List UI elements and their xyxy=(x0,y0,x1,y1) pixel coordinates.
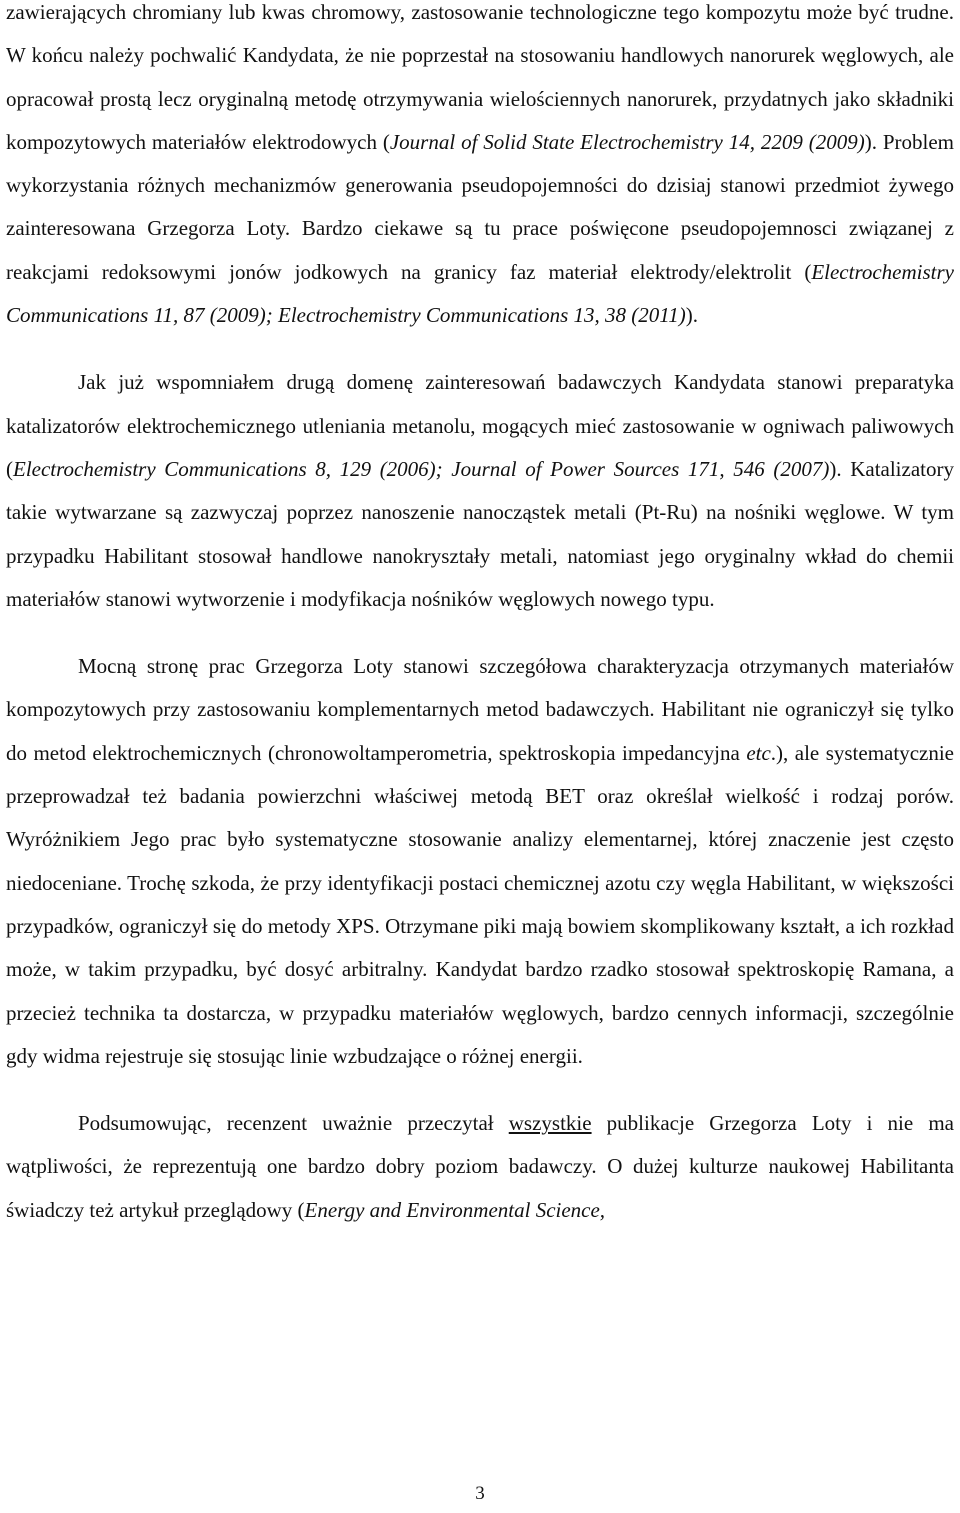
document-page xyxy=(6,0,954,1232)
text-run: Jak już wspomniałem drugą domenę zainteresowań badawczych Kandydata stanowi preparatyka katalizatorów elektrochemicznego utleniania metanolu, mogących mieć zastosowanie w ogniwach paliwowych ( xyxy=(6,370,954,481)
italic-term: etc xyxy=(746,740,771,765)
citation: Journal of Solid State Electrochemistry 14, 2209 (2009) xyxy=(389,129,865,154)
citation: Electrochemistry Communications 8, 129 (2006); Journal of Power Sources 171, 546 (2007) xyxy=(13,456,830,481)
citation: Energy and Environmental Science, xyxy=(304,1197,606,1222)
text-run: publikacje Grzegorza Loty i nie ma wątpliwości, że reprezentują one bardzo dobry poziom badawczy. O dużej kulturze naukowej Habilitanta świadczy też artykuł przeglądowy ( xyxy=(6,1111,954,1222)
paragraph-1 xyxy=(6,0,954,337)
text-run: ). Problem wykorzystania różnych mechanizmów generowania pseudopojemności do dzisiaj stanowi przedmiot żywego zainteresowana Grzegorza Loty. Bardzo ciekawe są tu prace poświęcone pseudopojemnosci związanej z reakcjami redoksowymi jonów jodkowych na granicy faz materiał elektrody/elektrolit ( xyxy=(6,129,955,284)
underlined-word: wszystkie xyxy=(508,1111,592,1136)
text-run: zawierających chromiany lub kwas chromowy, zastosowanie technologiczne tego kompozytu może być trudne. W końcu należy pochwalić Kandydata, że nie poprzestał na stosowaniu handlowych nanorurek węglowych, ale opracował prostą lecz oryginalną metodę otrzymywania wielościennych nanorurek, przydatnych jako składniki kompozytowych materiałów elektrodowych ( xyxy=(6,0,954,154)
citation: Electrochemistry Communications 11, 87 (2009); Electrochemistry Communications 13, 38 (2011) xyxy=(6,259,954,328)
text-run: .), ale systematycznie przeprowadzał też badania powierzchni właściwej metodą BET oraz określał wielkość i rodzaj porów. Wyróżnikiem Jego prac było systematyczne stosowanie analizy elementarnej, której znaczenie jest często niedoceniane. Trochę szkoda, że przy identyfikacji postaci chemicznej azotu czy węgla Habilitant, w większości przypadków, ograniczył się do metody XPS. Otrzymane piki mają bowiem skomplikowany kształt, a ich rozkład może, w takim przypadku, być dosyć arbitralny. Kandydat bardzo rzadko stosował spektroskopię Ramana, a przecież technika ta dostarcza, w przypadku materiałów węglowych, bardzo cennych informacji, szczególnie gdy widma rejestruje się stosując linie wzbudzające o różnej energii. xyxy=(6,740,954,1068)
text-run: ). Katalizatory takie wytwarzane są zazwyczaj poprzez nanoszenie nanocząstek metali (Pt-Ru) na nośniki węglowe. W tym przypadku Habilitant stosował handlowe nanokryształy metali, natomiast jego oryginalny wkład do chemii materiałów stanowi wytworzenie i modyfikacja nośników węglowych nowego typu. xyxy=(6,456,954,611)
paragraph-3 xyxy=(6,645,954,1078)
text-run: Mocną stronę prac Grzegorza Loty stanowi szczegółowa charakteryzacja otrzymanych materiałów kompozytowych przy zastosowaniu komplementarnych metod badawczych. Habilitant nie ograniczył się tylko do metod elektrochemicznych (chronowoltamperometria, spektroskopia impedancyjna xyxy=(6,654,954,765)
page-number: 3 xyxy=(475,1483,485,1504)
text-run: Podsumowując, recenzent uważnie przeczytał xyxy=(78,1111,509,1136)
paragraph-4 xyxy=(6,1102,954,1232)
text-run: ). xyxy=(685,303,698,328)
paragraph-2 xyxy=(6,361,954,621)
